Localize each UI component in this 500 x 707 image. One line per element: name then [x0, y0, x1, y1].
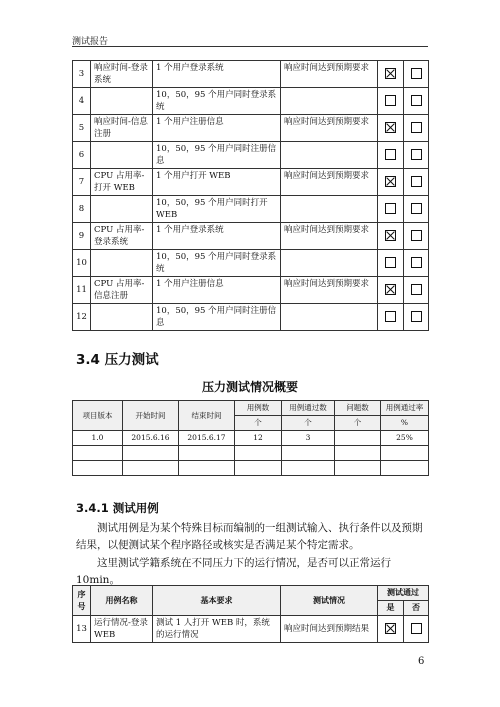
col-name: 用例名称 [91, 586, 153, 616]
no-cell [404, 61, 429, 88]
checked-checkbox[interactable] [385, 176, 396, 187]
cell-end: 2015.6.17 [179, 431, 235, 446]
empty-checkbox[interactable] [411, 284, 422, 295]
row-id: 12 [73, 304, 91, 331]
yes-cell [378, 250, 404, 277]
table-row [73, 223, 429, 250]
row-status: 响应时间达到预期结果 [281, 616, 378, 643]
col-yes: 是 [378, 601, 404, 616]
checked-checkbox[interactable] [385, 230, 396, 241]
col-pass: 测试通过 [378, 586, 429, 601]
cell-start: 2015.6.16 [123, 431, 179, 446]
cell-issues [335, 431, 381, 446]
row-name: 响应时间-登录系统 [91, 61, 153, 88]
section-title: 3.4 压力测试 [76, 352, 159, 368]
empty-checkbox[interactable] [411, 623, 422, 634]
no-cell [404, 223, 429, 250]
col-no: 否 [404, 601, 429, 616]
yes-cell [378, 61, 404, 88]
col-cases: 用例数 [235, 401, 282, 416]
paragraph-1: 测试用例是为某个特殊目标而编制的一组测试输入、执行条件以及预期结果，以便测试某个程序路径或核实是否满足某个特定需求。 [76, 522, 423, 551]
unit-passed: 个 [282, 416, 335, 431]
summary-table [72, 400, 429, 476]
row-condition: 10，50，95 个用户同时登录系统 [153, 88, 281, 115]
cell-rate: 25% [381, 431, 429, 446]
row-name [91, 142, 153, 169]
col-passed: 用例通过数 [282, 401, 335, 416]
empty-checkbox[interactable] [385, 311, 396, 322]
empty-cell [123, 446, 179, 461]
empty-checkbox[interactable] [411, 203, 422, 214]
empty-checkbox[interactable] [411, 257, 422, 268]
unit-issues: 个 [335, 416, 381, 431]
no-cell [404, 277, 429, 304]
checked-checkbox[interactable] [385, 284, 396, 295]
empty-checkbox[interactable] [411, 122, 422, 133]
row-expected: 响应时间达到预期要求 [281, 277, 378, 304]
row-expected [281, 142, 378, 169]
row-name [91, 304, 153, 331]
col-issues: 问题数 [335, 401, 381, 416]
row-requirement: 测试 1 人打开 WEB 时，系统的运行情况 [153, 616, 281, 643]
empty-cell [381, 446, 429, 461]
row-expected: 响应时间达到预期要求 [281, 223, 378, 250]
no-cell [404, 196, 429, 223]
row-name: CPU 占用率-信息注册 [91, 277, 153, 304]
no-cell [404, 304, 429, 331]
empty-cell [282, 461, 335, 476]
empty-checkbox[interactable] [411, 149, 422, 160]
unit-rate: % [381, 416, 429, 431]
paragraph-2: 这里测试学籍系统在不同压力下的运行情况，是否可以正常运行 10min。 [76, 557, 391, 586]
yes-cell [378, 304, 404, 331]
cell-passed: 3 [282, 431, 335, 446]
yes-cell [378, 196, 404, 223]
checked-checkbox[interactable] [385, 623, 396, 634]
row-expected [281, 88, 378, 115]
checked-checkbox[interactable] [385, 68, 396, 79]
yes-cell [378, 277, 404, 304]
row-condition: 1 个用户注册信息 [153, 277, 281, 304]
empty-cell [282, 446, 335, 461]
summary-title: 压力测试情况概要 [201, 380, 298, 394]
yes-cell [378, 223, 404, 250]
header-rule [72, 46, 428, 47]
empty-cell [381, 461, 429, 476]
col-version: 项目版本 [73, 401, 123, 431]
row-name [91, 250, 153, 277]
table-row [73, 250, 429, 277]
row-id: 4 [73, 88, 91, 115]
test-case-table-2 [72, 585, 429, 643]
yes-cell [378, 115, 404, 142]
table-row [73, 304, 429, 331]
table-row [73, 169, 429, 196]
empty-cell [335, 446, 381, 461]
empty-checkbox[interactable] [385, 257, 396, 268]
empty-cell [73, 461, 123, 476]
empty-cell [235, 461, 282, 476]
row-name: CPU 占用率-登录系统 [91, 223, 153, 250]
row-name: 运行情况-登录 WEB [91, 616, 153, 643]
row-id: 5 [73, 115, 91, 142]
row-name: 响应时间-信息注册 [91, 115, 153, 142]
empty-cell [235, 446, 282, 461]
page-number: 6 [418, 656, 425, 667]
row-expected [281, 196, 378, 223]
yes-cell [378, 616, 404, 643]
row-expected: 响应时间达到预期要求 [281, 61, 378, 88]
row-expected [281, 250, 378, 277]
row-condition: 1 个用户打开 WEB [153, 169, 281, 196]
no-cell [404, 169, 429, 196]
row-condition: 10，50，95 个用户同时打开 WEB [153, 196, 281, 223]
row-name [91, 196, 153, 223]
table-row [73, 88, 429, 115]
yes-cell [378, 169, 404, 196]
empty-cell [123, 461, 179, 476]
no-cell [404, 88, 429, 115]
cell-cases: 12 [235, 431, 282, 446]
page-header: 测试报告 [72, 37, 109, 47]
checked-checkbox[interactable] [385, 122, 396, 133]
row-name: CPU 占用率-打开 WEB [91, 169, 153, 196]
table-row [73, 115, 429, 142]
col-rate: 用例通过率 [381, 401, 429, 416]
row-id: 10 [73, 250, 91, 277]
empty-checkbox[interactable] [385, 203, 396, 214]
col-id: 序号 [73, 586, 91, 616]
yes-cell [378, 142, 404, 169]
row-id: 9 [73, 223, 91, 250]
col-requirement: 基本要求 [153, 586, 281, 616]
table-row [73, 142, 429, 169]
no-cell [404, 115, 429, 142]
col-start: 开始时间 [123, 401, 179, 431]
empty-cell [179, 461, 235, 476]
row-name [91, 88, 153, 115]
row-condition: 10，50，95 个用户同时注册信息 [153, 304, 281, 331]
test-case-table-1 [72, 60, 429, 331]
cell-version: 1.0 [73, 431, 123, 446]
row-id: 8 [73, 196, 91, 223]
row-condition: 1 个用户注册信息 [153, 115, 281, 142]
no-cell [404, 250, 429, 277]
unit-cases: 个 [235, 416, 282, 431]
row-id: 11 [73, 277, 91, 304]
empty-cell [335, 461, 381, 476]
subsection-title: 3.4.1 测试用例 [76, 501, 159, 515]
row-id: 13 [73, 616, 91, 643]
empty-checkbox[interactable] [411, 311, 422, 322]
empty-checkbox[interactable] [385, 95, 396, 106]
empty-checkbox[interactable] [411, 95, 422, 106]
row-id: 6 [73, 142, 91, 169]
col-status: 测试情况 [281, 586, 378, 616]
empty-checkbox[interactable] [411, 230, 422, 241]
row-expected: 响应时间达到预期要求 [281, 169, 378, 196]
row-condition: 10，50，95 个用户同时注册信息 [153, 142, 281, 169]
row-id: 7 [73, 169, 91, 196]
table-row [73, 196, 429, 223]
row-condition: 10，50，95 个用户同时登录系统 [153, 250, 281, 277]
row-expected: 响应时间达到预期要求 [281, 115, 378, 142]
empty-cell [179, 446, 235, 461]
empty-checkbox[interactable] [411, 68, 422, 79]
no-cell [404, 142, 429, 169]
table-row [73, 61, 429, 88]
empty-checkbox[interactable] [385, 149, 396, 160]
row-expected [281, 304, 378, 331]
empty-checkbox[interactable] [411, 176, 422, 187]
empty-cell [73, 446, 123, 461]
row-condition: 1 个用户登录系统 [153, 223, 281, 250]
yes-cell [378, 88, 404, 115]
col-end: 结束时间 [179, 401, 235, 431]
row-id: 3 [73, 61, 91, 88]
no-cell [404, 616, 429, 643]
table-row [73, 277, 429, 304]
row-condition: 1 个用户登录系统 [153, 61, 281, 88]
